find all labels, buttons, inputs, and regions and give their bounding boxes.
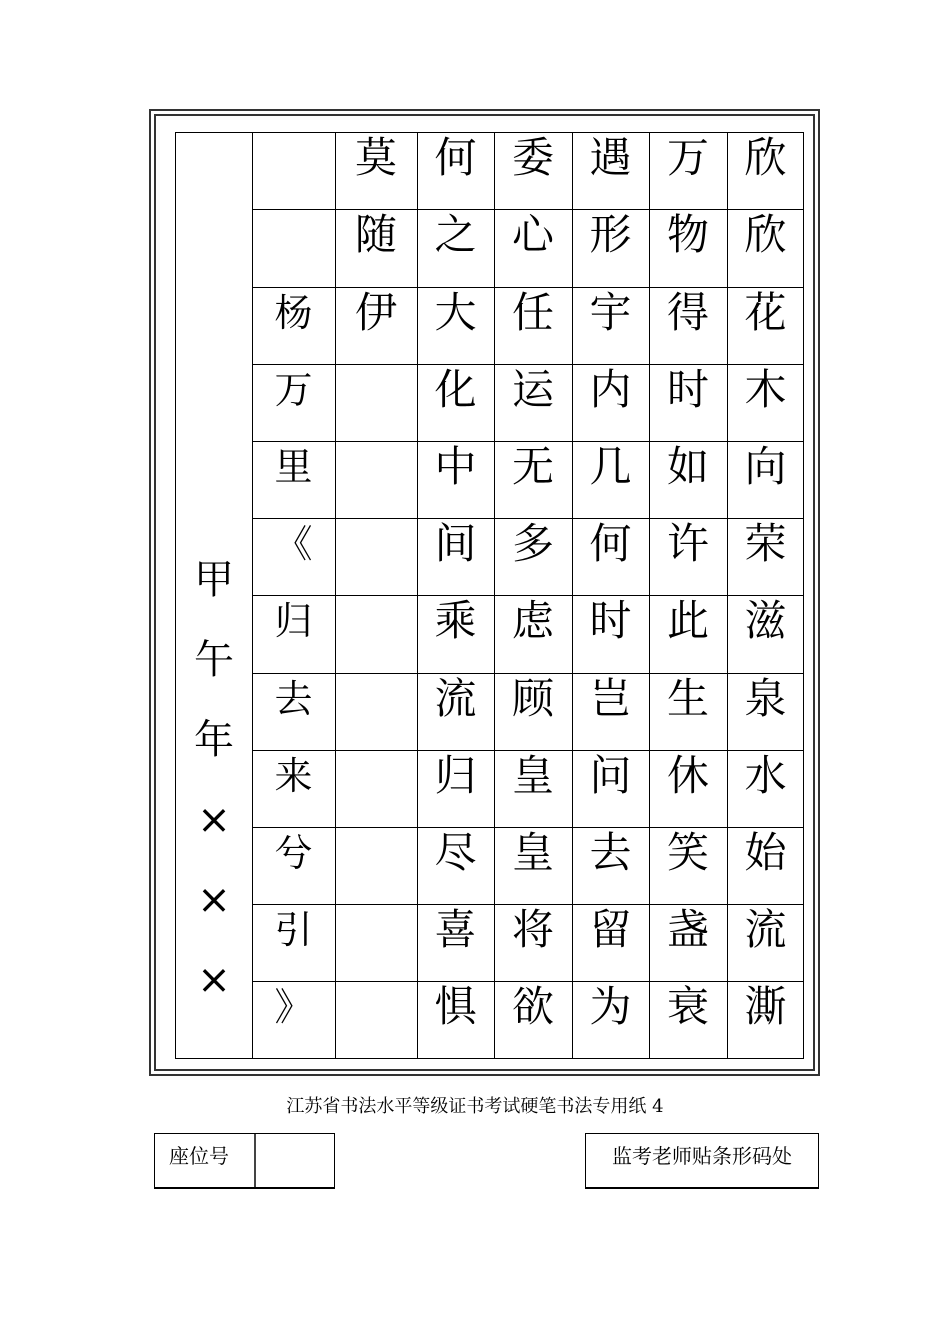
poem-char-cell: 此 <box>666 596 709 645</box>
poem-char-cell: 顾 <box>511 674 554 723</box>
poem-char-cell: 来 <box>274 754 313 798</box>
poem-char-cell: 何 <box>589 519 632 568</box>
poem-char-cell: 间 <box>434 519 477 568</box>
poem-char-cell: 如 <box>666 442 709 491</box>
poem-char-cell <box>252 136 335 209</box>
poem-char-cell: 物 <box>666 210 709 259</box>
poem-char-cell: 将 <box>511 905 554 954</box>
barcode-label: 监考老师贴条形码处 <box>612 1144 792 1168</box>
poem-char-cell: 归 <box>434 751 477 800</box>
poem-char-cell: 欣 <box>744 210 787 259</box>
poem-char-cell: 流 <box>744 905 787 954</box>
paper-caption: 江苏省书法水平等级证书考试硬笔书法专用纸 4 <box>286 1096 664 1117</box>
poem-char-cell: 得 <box>666 288 709 337</box>
poem-char-cell <box>335 677 417 750</box>
poem-char-cell <box>335 522 417 595</box>
poem-char-cell: 木 <box>744 365 787 414</box>
poem-char-cell: 流 <box>434 674 477 723</box>
poem-char-cell: 欲 <box>511 982 554 1031</box>
poem-char-cell: 委 <box>511 133 554 182</box>
poem-char-cell: 伊 <box>354 288 397 337</box>
date-column <box>176 540 252 1020</box>
poem-char-cell: 荣 <box>744 519 787 568</box>
poem-char-cell: 任 <box>511 288 554 337</box>
poem-char-cell: 万 <box>666 133 709 182</box>
poem-char-cell: 时 <box>666 365 709 414</box>
poem-char-cell: 留 <box>589 905 632 954</box>
poem-char-cell: 花 <box>744 288 787 337</box>
poem-char-cell <box>335 908 417 981</box>
poem-char-cell: 遇 <box>589 133 632 182</box>
poem-char-cell <box>335 368 417 441</box>
date-char: 年 <box>194 717 234 763</box>
poem-char-cell: 宇 <box>589 288 632 337</box>
poem-char-cell: 无 <box>511 442 554 491</box>
seat-number-divider <box>254 1134 256 1187</box>
date-char: 甲 <box>194 557 234 603</box>
poem-char-cell: 几 <box>589 442 632 491</box>
poem-char-cell: 心 <box>511 210 554 259</box>
poem-char-cell: 化 <box>434 365 477 414</box>
poem-char-cell: 去 <box>589 828 632 877</box>
poem-char-cell: 里 <box>274 445 313 489</box>
poem-char-cell: 多 <box>511 519 554 568</box>
poem-char-cell <box>335 985 417 1059</box>
date-char: × <box>197 957 231 1003</box>
poem-char-cell: 皇 <box>511 828 554 877</box>
poem-char-cell: 休 <box>666 751 709 800</box>
poem-char-cell: 内 <box>589 365 632 414</box>
poem-char-cell <box>335 754 417 827</box>
date-char: 午 <box>194 637 234 683</box>
poem-char-cell: 笑 <box>666 828 709 877</box>
poem-char-cell: 水 <box>744 751 787 800</box>
poem-char-cell: 时 <box>589 596 632 645</box>
poem-char-cell: 澌 <box>744 982 787 1031</box>
poem-char-cell: 向 <box>744 442 787 491</box>
date-char: × <box>197 797 231 843</box>
poem-char-cell: 杨 <box>274 291 313 335</box>
poem-char-cell: 运 <box>511 365 554 414</box>
seat-number-label: 座位号 <box>169 1144 229 1168</box>
poem-char-cell <box>252 213 335 287</box>
poem-char-cell: 喜 <box>434 905 477 954</box>
poem-char-cell <box>335 445 417 518</box>
poem-char-cell: 归 <box>274 599 313 643</box>
poem-char-cell: 兮 <box>274 831 313 875</box>
poem-char-cell: 》 <box>274 985 313 1029</box>
poem-char-cell: 万 <box>274 368 313 412</box>
poem-char-cell: 随 <box>354 210 397 259</box>
poem-char-cell: 衰 <box>666 982 709 1031</box>
poem-char-cell: 为 <box>589 982 632 1031</box>
date-char: × <box>197 877 231 923</box>
poem-char-cell: 皇 <box>511 751 554 800</box>
poem-char-cell: 盏 <box>666 905 709 954</box>
poem-char-cell: 欣 <box>744 133 787 182</box>
poem-char-cell: 形 <box>589 210 632 259</box>
poem-char-cell: 何 <box>434 133 477 182</box>
poem-char-cell: 虑 <box>511 596 554 645</box>
poem-char-cell: 莫 <box>354 133 397 182</box>
poem-char-cell: 之 <box>434 210 477 259</box>
poem-char-cell: 始 <box>744 828 787 877</box>
poem-char-cell: 惧 <box>434 982 477 1031</box>
poem-char-cell: 去 <box>274 677 313 721</box>
poem-char-cell <box>335 599 417 673</box>
poem-char-cell: 滋 <box>744 596 787 645</box>
poem-char-cell: 乘 <box>434 596 477 645</box>
poem-char-cell: 许 <box>666 519 709 568</box>
poem-char-cell: 引 <box>274 908 313 952</box>
poem-char-cell: 《 <box>274 522 313 566</box>
poem-char-cell: 大 <box>434 288 477 337</box>
poem-char-cell: 岂 <box>589 674 632 723</box>
poem-char-cell: 问 <box>589 751 632 800</box>
poem-char-cell: 尽 <box>434 828 477 877</box>
poem-char-cell: 中 <box>434 442 477 491</box>
poem-char-cell: 生 <box>666 674 709 723</box>
poem-char-cell <box>335 831 417 904</box>
poem-char-cell: 泉 <box>744 674 787 723</box>
